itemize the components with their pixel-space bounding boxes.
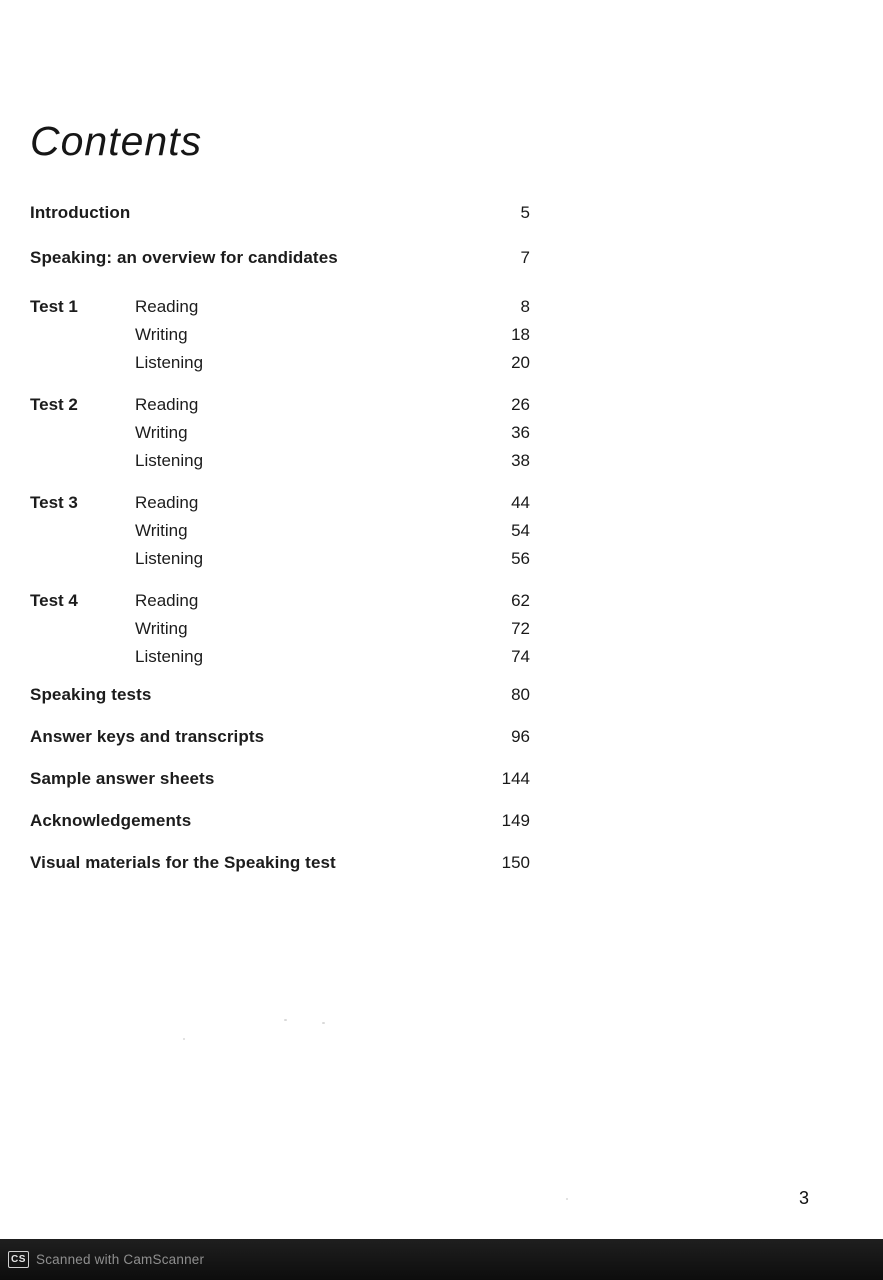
toc-group-test-3 bbox=[30, 489, 530, 573]
toc-subentry-label: Listening bbox=[135, 451, 204, 470]
camscanner-footer-bar bbox=[0, 1239, 883, 1280]
toc-subentry-page: 56 bbox=[511, 549, 530, 568]
toc-subentry-page: 8 bbox=[520, 297, 530, 316]
page-title: Contents bbox=[30, 118, 203, 164]
scan-speck bbox=[566, 1198, 568, 1200]
toc-subentry-page: 20 bbox=[511, 353, 530, 372]
table-of-contents bbox=[30, 203, 530, 895]
toc-subentry bbox=[135, 615, 530, 643]
toc-entry-page: 96 bbox=[511, 727, 530, 746]
toc-subentry-label: Listening bbox=[135, 549, 204, 568]
toc-entry-visual-materials bbox=[30, 853, 530, 873]
scan-speck bbox=[183, 1038, 185, 1040]
toc-entry-page: 150 bbox=[501, 853, 530, 872]
toc-subentry bbox=[135, 489, 530, 517]
toc-subentry-label: Listening bbox=[135, 353, 204, 372]
toc-group-items bbox=[135, 293, 530, 377]
toc-entry-page: 5 bbox=[520, 203, 530, 222]
toc-subentry-page: 44 bbox=[511, 493, 530, 512]
toc-subentry-label: Reading bbox=[135, 493, 199, 512]
toc-entry-answer-keys bbox=[30, 727, 530, 747]
folio-page-number: 3 bbox=[798, 1188, 809, 1208]
toc-entry-page: 80 bbox=[511, 685, 530, 704]
toc-subentry bbox=[135, 517, 530, 545]
toc-subentry bbox=[135, 587, 530, 615]
toc-entry-label: Visual materials for the Speaking test bbox=[30, 853, 336, 872]
toc-subentry-label: Writing bbox=[135, 325, 188, 344]
toc-group-items bbox=[135, 489, 530, 573]
toc-entry-label: Speaking: an overview for candidates bbox=[30, 248, 338, 267]
toc-subentry bbox=[135, 447, 530, 475]
toc-group-test-1 bbox=[30, 293, 530, 377]
toc-entry-page: 144 bbox=[501, 769, 530, 788]
toc-entry-speaking-overview bbox=[30, 248, 530, 268]
toc-subentry-page: 38 bbox=[511, 451, 530, 470]
camscanner-watermark-text: Scanned with CamScanner bbox=[36, 1252, 205, 1267]
toc-subentry-page: 36 bbox=[511, 423, 530, 442]
toc-entry-sample-answer-sheets bbox=[30, 769, 530, 789]
toc-group-test-4 bbox=[30, 587, 530, 671]
toc-entry-speaking-tests bbox=[30, 685, 530, 705]
toc-entry-label: Introduction bbox=[30, 203, 131, 222]
toc-entry-page: 149 bbox=[501, 811, 530, 830]
toc-subentry-page: 62 bbox=[511, 591, 530, 610]
toc-entry-label: Speaking tests bbox=[30, 685, 152, 704]
toc-subentry bbox=[135, 349, 530, 377]
toc-entry-label: Sample answer sheets bbox=[30, 769, 215, 788]
toc-subentry-label: Reading bbox=[135, 297, 199, 316]
toc-subentry-page: 18 bbox=[511, 325, 530, 344]
camscanner-logo-icon: CS bbox=[8, 1251, 29, 1268]
toc-group-title: Test 2 bbox=[30, 395, 78, 414]
toc-subentry bbox=[135, 321, 530, 349]
toc-subentry-label: Writing bbox=[135, 423, 188, 442]
scan-speck bbox=[322, 1022, 325, 1024]
toc-subentry bbox=[135, 391, 530, 419]
toc-group-title: Test 1 bbox=[30, 297, 78, 316]
toc-subentry bbox=[135, 643, 530, 671]
toc-subentry bbox=[135, 293, 530, 321]
toc-subentry-page: 54 bbox=[511, 521, 530, 540]
toc-group-items bbox=[135, 587, 530, 671]
toc-subentry-page: 26 bbox=[511, 395, 530, 414]
toc-subentry-label: Writing bbox=[135, 619, 188, 638]
toc-group-items bbox=[135, 391, 530, 475]
scan-speck bbox=[284, 1019, 287, 1021]
toc-group-title: Test 3 bbox=[30, 493, 78, 512]
toc-entry-label: Answer keys and transcripts bbox=[30, 727, 265, 746]
toc-subentry-label: Reading bbox=[135, 395, 199, 414]
toc-subentry-label: Reading bbox=[135, 591, 199, 610]
toc-subentry-label: Writing bbox=[135, 521, 188, 540]
toc-subentry-page: 72 bbox=[511, 619, 530, 638]
toc-entry-introduction bbox=[30, 203, 530, 223]
toc-entry-page: 7 bbox=[520, 248, 530, 267]
toc-subentry bbox=[135, 419, 530, 447]
toc-subentry bbox=[135, 545, 530, 573]
toc-subentry-page: 74 bbox=[511, 647, 530, 666]
toc-tail-entries bbox=[30, 685, 530, 873]
toc-group-title: Test 4 bbox=[30, 591, 78, 610]
toc-entry-label: Acknowledgements bbox=[30, 811, 192, 830]
toc-group-test-2 bbox=[30, 391, 530, 475]
toc-subentry-label: Listening bbox=[135, 647, 204, 666]
toc-entry-acknowledgements bbox=[30, 811, 530, 831]
